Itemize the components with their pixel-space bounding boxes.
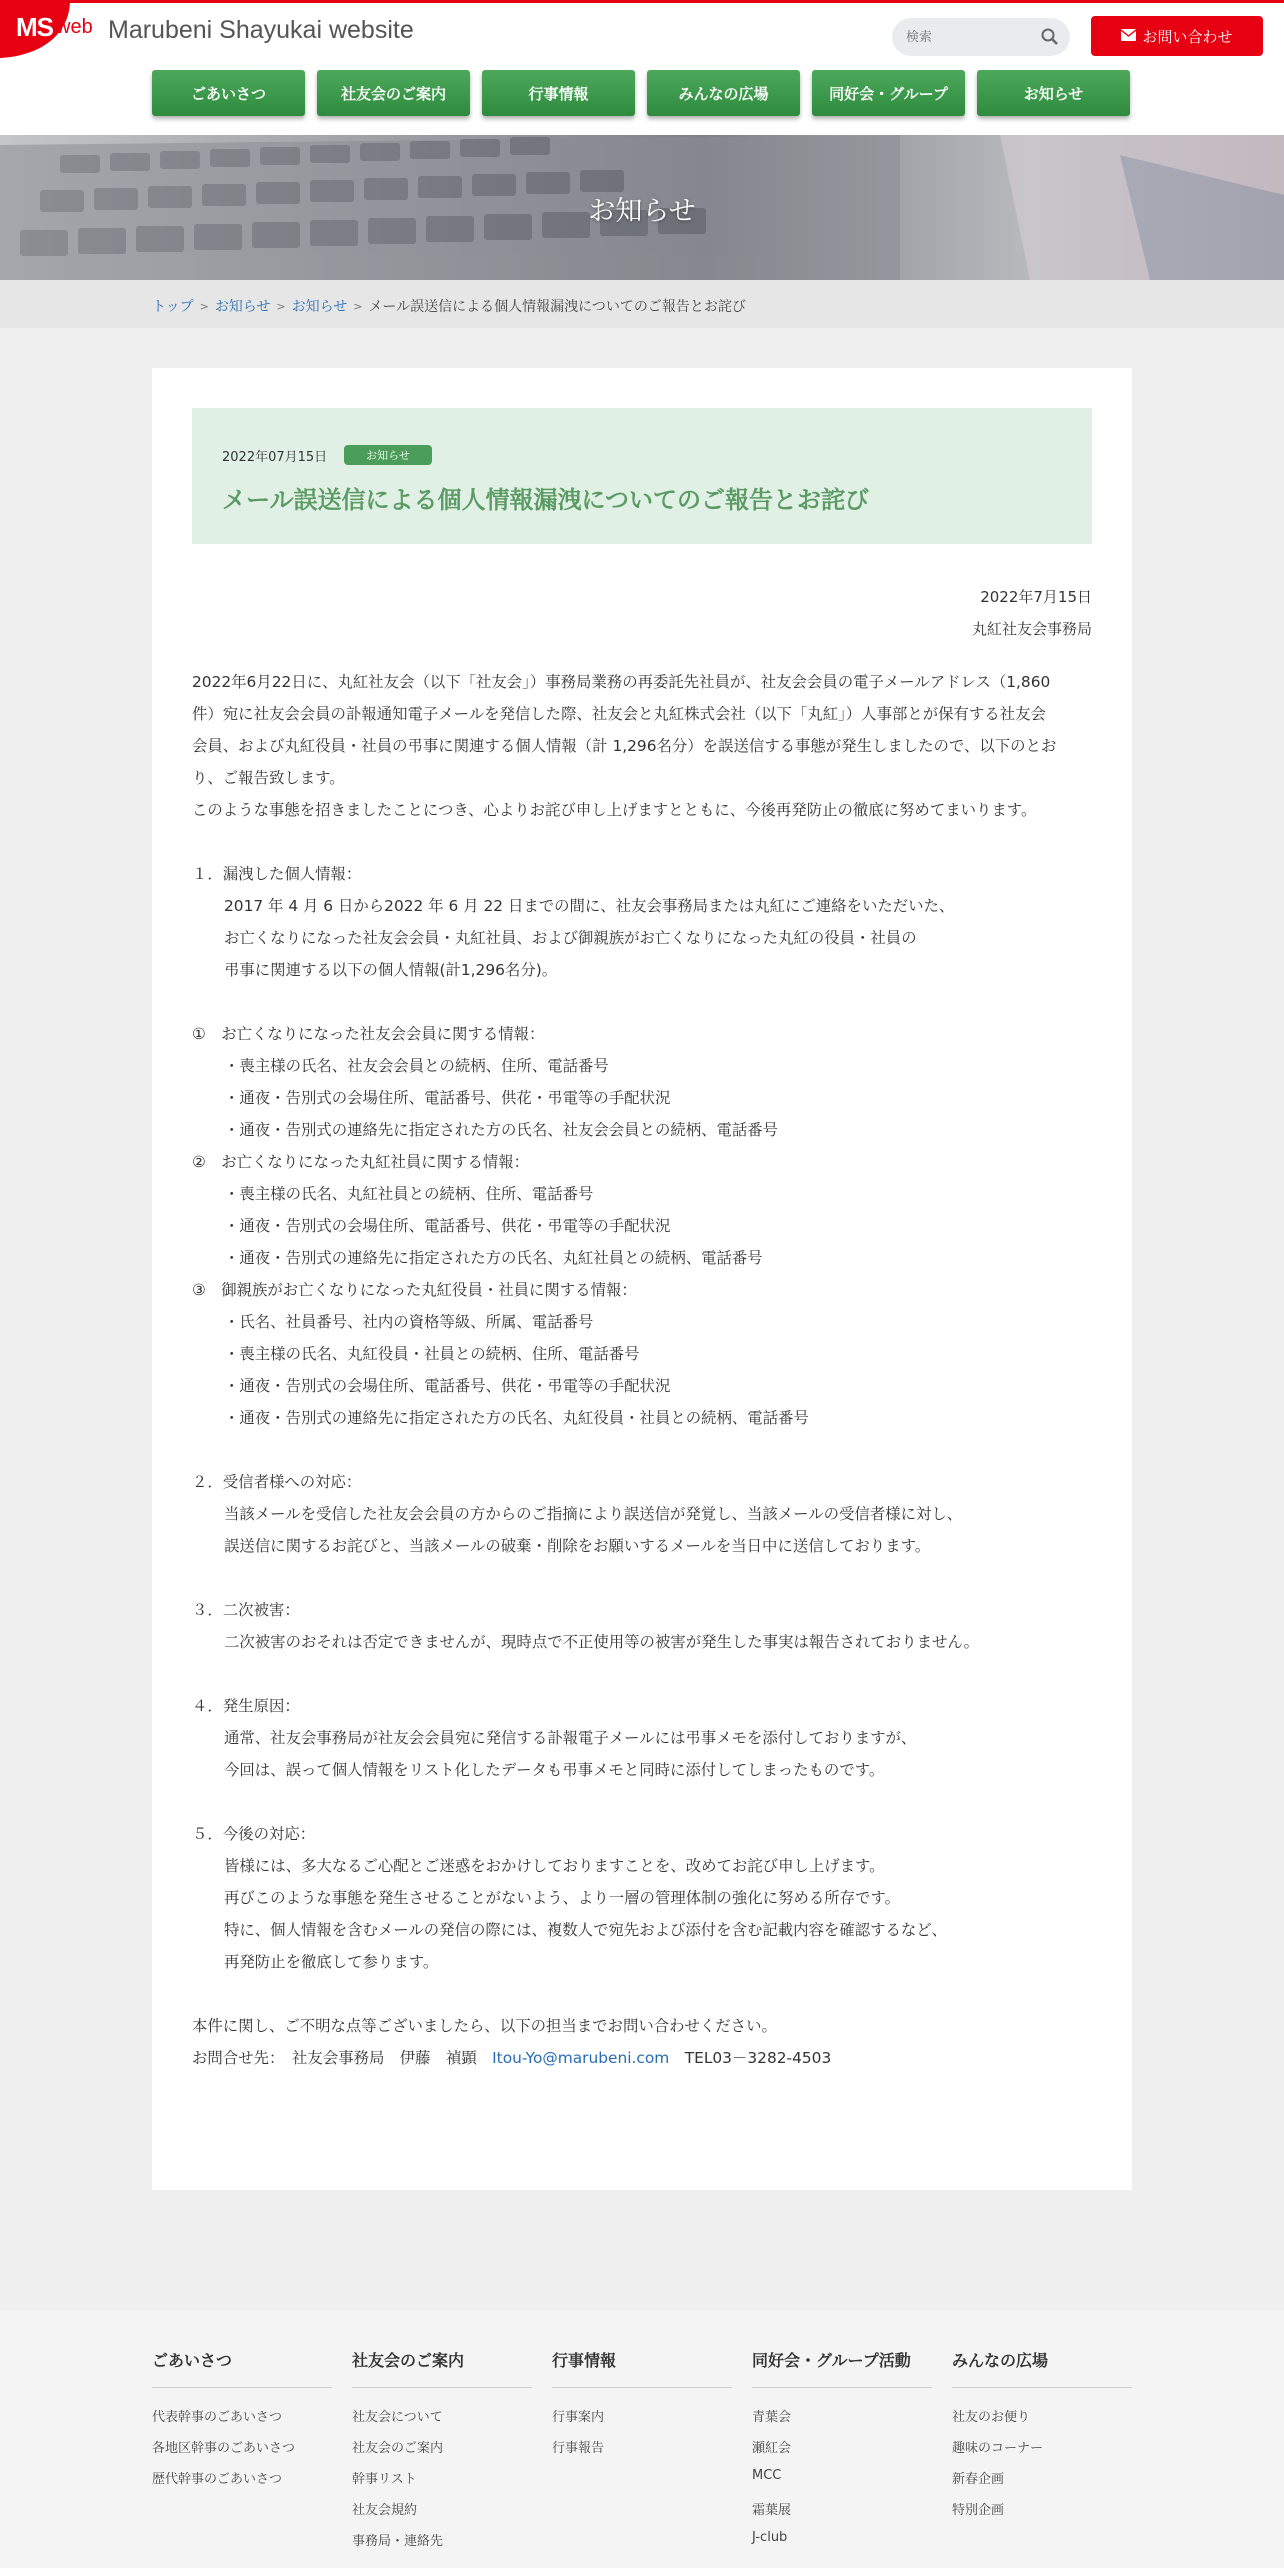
search-icon[interactable] [1040, 27, 1060, 47]
site-title[interactable]: Marubeni Shayukai website [108, 16, 414, 44]
nav-item-plaza[interactable]: みんなの広場 [647, 70, 800, 116]
footer-column-heading[interactable]: みんなの広場 [952, 2348, 1132, 2388]
body-blank-line [192, 1978, 1092, 2010]
body-line: ・喪主様の氏名、社友会会員との続柄、住所、電話番号 [224, 1057, 609, 1075]
body-blank-line [192, 1562, 1092, 1594]
body-line: 会員、および丸紅役員・社員の弔事に関連する個人情報（計 1,296名分）を誤送信する事態が発生しましたので、以下のとお [192, 737, 1057, 755]
body-line: 通常、社友会事務局が社友会会員宛に発信する訃報電子メールには弔事メモを添付しておりますが、 [224, 1729, 917, 1747]
footer-link[interactable]: 青葉会 [752, 2410, 792, 2425]
contact-line [192, 2042, 1092, 2074]
body-line: 2022年6月22日に、丸紅社友会（以下「社友会」）事務局業務の再委託先社員が、社友会会員の電子メールアドレス（1,860 [192, 673, 1051, 691]
main-nav [152, 70, 1132, 116]
footer-link[interactable]: 代表幹事のごあいさつ [152, 2410, 283, 2425]
article-header [192, 408, 1092, 544]
footer-link[interactable]: 行事案内 [552, 2410, 605, 2425]
body-line: 再びこのような事態を発生させることがないよう、より一層の管理体制の強化に努める所存です。 [224, 1889, 900, 1907]
footer-link-list [752, 2406, 932, 2561]
footer-link-list [352, 2406, 532, 2561]
contact-button[interactable] [1091, 16, 1263, 56]
footer-link[interactable]: 社友会規約 [352, 2503, 418, 2518]
hero-banner [0, 135, 1284, 280]
body-line: り、ご報告致します。 [192, 769, 345, 787]
body-line: ・喪主様の氏名、丸紅役員・社員との続柄、住所、電話番号 [224, 1345, 640, 1363]
footer-column [552, 2348, 732, 2468]
contact-email-link[interactable]: Itou-Yo@marubeni.com [492, 2049, 670, 2067]
site-header [0, 0, 1284, 135]
contact-prefix: お問合せ先： 社友会事務局 伊藤 禎顕 [192, 2049, 493, 2067]
breadcrumb [0, 280, 1284, 328]
body-line: １．漏洩した個人情報： [192, 865, 362, 883]
footer-link[interactable]: 趣味のコーナー [952, 2441, 1044, 2456]
body-line: お亡くなりになった社友会会員・丸紅社員、および御親族がお亡くなりになった丸紅の役員・社員の [224, 929, 917, 947]
footer-link[interactable]: 瀬紅会 [752, 2441, 792, 2456]
body-line: ・通夜・告別式の連絡先に指定された方の氏名、社友会会員との続柄、電話番号 [224, 1121, 779, 1139]
nav-item-groups[interactable]: 同好会・グループ [812, 70, 965, 116]
article-body [192, 666, 1092, 2074]
body-line: ・通夜・告別式の連絡先に指定された方の氏名、丸紅役員・社員との続柄、電話番号 [224, 1409, 809, 1427]
hero-title: お知らせ [588, 196, 696, 227]
body-line: このような事態を招きましたことにつき、心よりお詫び申し上げますとともに、今後再発防止の徹底に努めてまいります。 [192, 801, 1037, 819]
body-line: ・氏名、社員番号、社内の資格等級、所属、電話番号 [224, 1313, 594, 1331]
footer-column-heading[interactable]: 社友会のご案内 [352, 2348, 532, 2388]
body-blank-line [192, 1786, 1092, 1818]
footer-column [952, 2348, 1132, 2530]
breadcrumb-current: メール誤送信による個人情報漏洩についてのご報告とお詫び [368, 299, 746, 315]
body-line: 件）宛に社友会会員の訃報通知電子メールを発信した際、社友会と丸紅株式会社（以下「丸紅」）人事部とが保有する社友会 [192, 705, 1046, 723]
nav-item-about[interactable]: 社友会のご案内 [317, 70, 470, 116]
footer-column [352, 2348, 532, 2561]
body-line: 当該メールを受信した社友会会員の方からのご指摘により誤送信が発覚し、当該メールの受信者様に対し、 [224, 1505, 963, 1523]
footer-link[interactable]: 事務局・連絡先 [352, 2534, 444, 2549]
footer-link-list [152, 2406, 332, 2499]
signature-date: 2022年7月15日 [980, 588, 1092, 606]
chevron-right-icon: > [353, 299, 363, 313]
body-blank-line [192, 826, 1092, 858]
body-line: 弔事に関連する以下の個人情報(計1,296名分)。 [224, 961, 558, 979]
body-line: 2017 年 4 月 6 日から2022 年 6 月 22 日までの間に、社友会事務局または丸紅にご連絡をいただいた、 [224, 897, 955, 915]
body-line: ・喪主様の氏名、丸紅社員との続柄、住所、電話番号 [224, 1185, 594, 1203]
body-blank-line [192, 1658, 1092, 1690]
body-blank-line [192, 1434, 1092, 1466]
footer-link[interactable]: 各地区幹事のごあいさつ [152, 2441, 296, 2456]
body-line: ・通夜・告別式の会場住所、電話番号、供花・弔電等の手配状況 [224, 1217, 671, 1235]
body-line: 誤送信に関するお詫びと、当該メールの破棄・削除をお願いするメールを当日中に送信しております。 [224, 1537, 931, 1555]
article-date: 2022年07月15日 [222, 450, 328, 465]
body-line: 特に、個人情報を含むメールの発信の際には、複数人で宛先および添付を含む記載内容を確認するなど、 [224, 1921, 948, 1939]
chevron-right-icon: > [199, 299, 209, 313]
site-logo[interactable] [0, 0, 100, 58]
search-input[interactable] [906, 26, 1036, 48]
footer-link[interactable]: 特別企画 [952, 2503, 1005, 2518]
footer-column-heading[interactable]: 同好会・グループ活動 [752, 2348, 932, 2388]
body-line: ・通夜・告別式の会場住所、電話番号、供花・弔電等の手配状況 [224, 1377, 671, 1395]
body-line: ・通夜・告別式の会場住所、電話番号、供花・弔電等の手配状況 [224, 1089, 671, 1107]
signature-org: 丸紅社友会事務局 [971, 620, 1092, 638]
body-line: ① お亡くなりになった社友会会員に関する情報： [192, 1025, 545, 1043]
footer-link[interactable]: 新春企画 [952, 2472, 1005, 2487]
footer-link[interactable]: J-club [752, 2530, 788, 2545]
footer-link-list [952, 2406, 1132, 2530]
nav-item-news[interactable]: お知らせ [977, 70, 1130, 116]
footer-column-heading[interactable]: 行事情報 [552, 2348, 732, 2388]
footer-column [152, 2348, 332, 2499]
article-title: メール誤送信による個人情報漏洩についてのご報告とお詫び [222, 486, 870, 514]
body-line: 皆様には、多大なるご心配とご迷惑をおかけしておりますことを、改めてお詫び申し上げます。 [224, 1857, 885, 1875]
footer-link[interactable]: 社友会のご案内 [352, 2441, 444, 2456]
category-tag[interactable]: お知らせ [344, 445, 432, 465]
header-topline [0, 0, 1284, 3]
breadcrumb-news-link[interactable]: お知らせ [214, 299, 271, 315]
body-line: 再発防止を徹底して参ります。 [224, 1953, 439, 1971]
site-footer [0, 2310, 1284, 2568]
body-line: 二次被害のおそれは否定できませんが、現時点で不正使用等の被害が発生した事実は報告されておりません。 [224, 1633, 980, 1651]
footer-link[interactable]: 幹事リスト [352, 2472, 417, 2487]
footer-link[interactable]: 社友のお便り [952, 2410, 1031, 2425]
footer-link[interactable]: 社友会について [352, 2410, 443, 2425]
body-line: ③ 御親族がお亡くなりになった丸紅役員・社員に関する情報： [192, 1281, 637, 1299]
footer-link-list [552, 2406, 732, 2468]
body-line: 本件に関し、ご不明な点等ございましたら、以下の担当までお問い合わせください。 [192, 2017, 777, 2035]
breadcrumb-news-category-link[interactable]: お知らせ [291, 299, 348, 315]
body-line: ４．発生原因： [192, 1697, 300, 1715]
body-blank-line [192, 986, 1092, 1018]
search-box [892, 18, 1070, 56]
footer-column [752, 2348, 932, 2561]
logo-ms-text: MS [16, 12, 53, 42]
body-line: 今回は、誤って個人情報をリスト化したデータも弔事メモと同時に添付してしまったものです。 [224, 1761, 885, 1779]
article-card [152, 368, 1132, 2190]
body-line: ２．受信者様への対応： [192, 1473, 362, 1491]
nav-item-greeting[interactable]: ごあいさつ [152, 70, 305, 116]
contact-button-label: お問い合わせ [1142, 27, 1233, 46]
breadcrumb-top-link[interactable]: トップ [152, 299, 194, 315]
body-line: ３．二次被害： [192, 1601, 300, 1619]
footer-column-heading[interactable]: ごあいさつ [152, 2348, 332, 2388]
body-line: ５．今後の対応： [192, 1825, 316, 1843]
envelope-icon [1121, 27, 1136, 45]
contact-tel: TEL03－3282-4503 [669, 2049, 832, 2067]
chevron-right-icon: > [276, 299, 286, 313]
body-line: ② お亡くなりになった丸紅社員に関する情報： [192, 1153, 530, 1171]
footer-link[interactable]: 行事報告 [552, 2441, 605, 2456]
logo-web-text: web [56, 16, 93, 38]
footer-link[interactable]: 歴代幹事のごあいさつ [152, 2472, 283, 2487]
footer-link[interactable]: MCC [752, 2468, 782, 2483]
body-line: ・通夜・告別式の連絡先に指定された方の氏名、丸紅社員との続柄、電話番号 [224, 1249, 763, 1267]
footer-link[interactable]: 霜葉展 [752, 2503, 792, 2518]
nav-item-events[interactable]: 行事情報 [482, 70, 635, 116]
